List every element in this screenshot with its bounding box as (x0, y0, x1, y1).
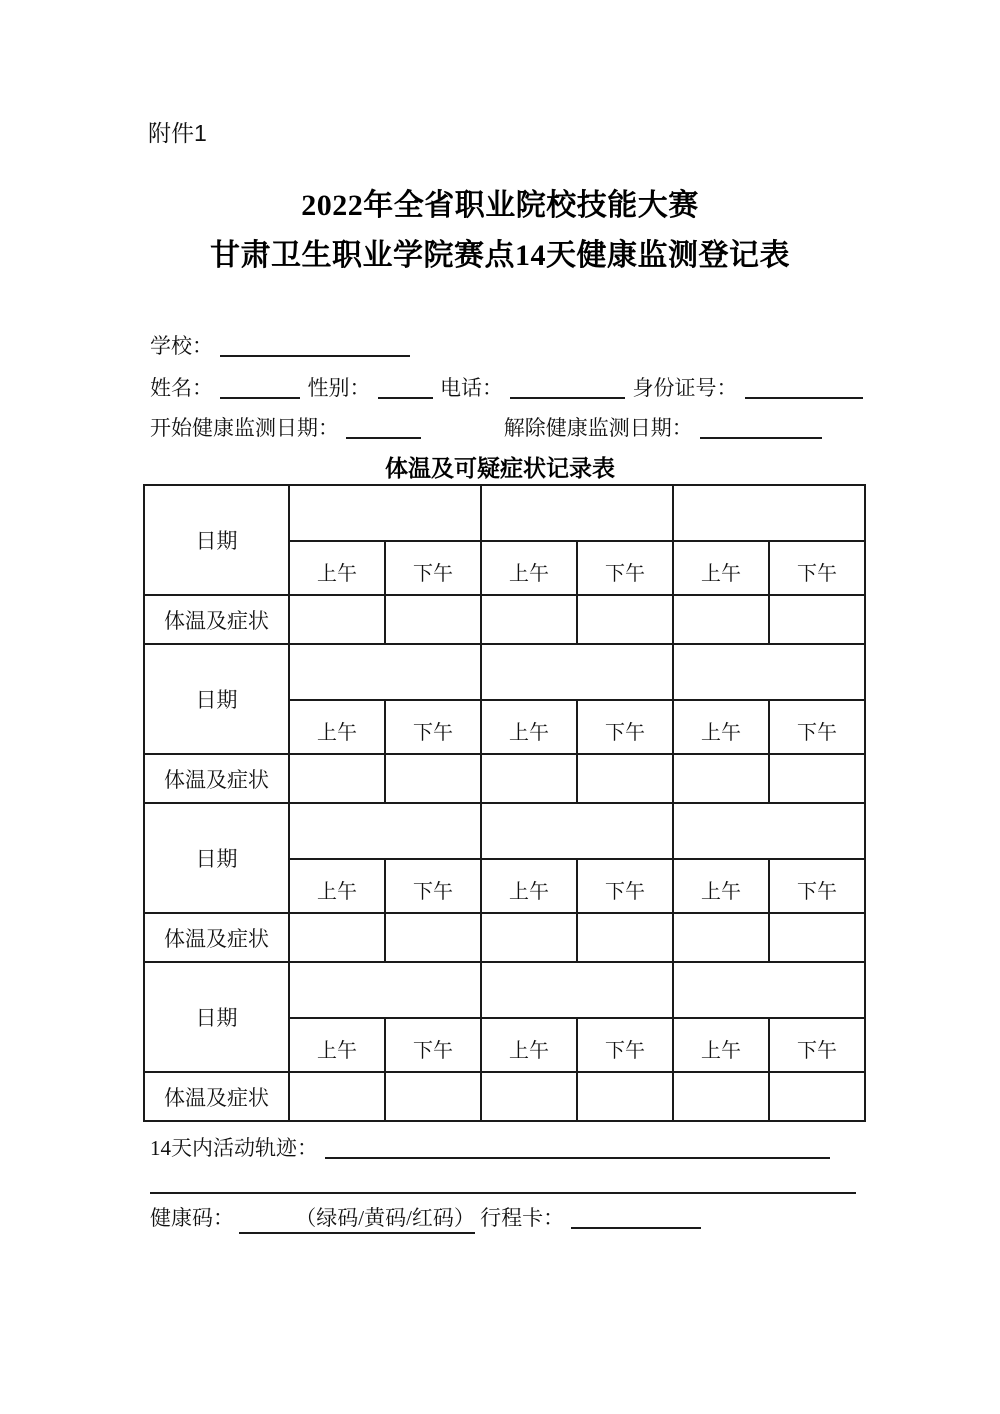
phone-label: 电话： (440, 376, 503, 400)
health-code-underlined (239, 1202, 475, 1234)
phone-blank[interactable] (510, 377, 625, 399)
person-line (150, 372, 865, 402)
track-blank-line-1[interactable] (325, 1137, 830, 1159)
am-label-cell: 上午 (673, 541, 769, 595)
am-label-cell: 上午 (289, 700, 385, 754)
am-label-cell: 上午 (289, 541, 385, 595)
school-line (150, 330, 412, 360)
temp-value-cell[interactable] (577, 595, 673, 644)
pm-label-cell: 下午 (385, 541, 481, 595)
school-blank[interactable] (220, 335, 410, 357)
end-date-label: 解除健康监测日期： (503, 416, 693, 440)
date-value-cell[interactable] (289, 803, 481, 859)
pm-label-cell: 下午 (385, 1018, 481, 1072)
name-blank[interactable] (220, 377, 300, 399)
temp-row-header: 体温及症状 (144, 754, 289, 803)
temp-value-cell[interactable] (289, 1072, 385, 1121)
temp-value-cell[interactable] (673, 595, 769, 644)
pm-label-cell: 下午 (385, 700, 481, 754)
temp-row-header: 体温及症状 (144, 913, 289, 962)
pm-label-cell: 下午 (769, 541, 865, 595)
temp-value-cell[interactable] (769, 1072, 865, 1121)
date-value-cell[interactable] (673, 485, 865, 541)
pm-label-cell: 下午 (577, 859, 673, 913)
name-label: 姓名： (150, 376, 213, 400)
gender-blank[interactable] (378, 377, 433, 399)
id-number-label: 身份证号： (632, 376, 738, 400)
temp-value-cell[interactable] (385, 754, 481, 803)
temp-row-header: 体温及症状 (144, 595, 289, 644)
temp-value-cell[interactable] (577, 754, 673, 803)
start-date-blank[interactable] (346, 417, 421, 439)
am-label-cell: 上午 (481, 1018, 577, 1072)
date-value-cell[interactable] (481, 962, 673, 1018)
pm-label-cell: 下午 (769, 1018, 865, 1072)
temp-value-cell[interactable] (385, 1072, 481, 1121)
am-label-cell: 上午 (289, 859, 385, 913)
attachment-label: 附件1 (148, 120, 207, 146)
id-number-blank[interactable] (745, 377, 863, 399)
gender-label: 性别： (307, 376, 371, 400)
temp-value-cell[interactable] (577, 913, 673, 962)
monitor-dates-line (150, 412, 824, 442)
track-label: 14天内活动轨迹： (150, 1136, 318, 1160)
health-code-options: （绿码/黄码/红码） (295, 1206, 475, 1230)
title-line-1: 2022年全省职业院校技能大赛 (301, 189, 699, 222)
record-table-title: 体温及可疑症状记录表 (385, 456, 615, 481)
date-value-cell[interactable] (673, 962, 865, 1018)
date-row-header: 日期 (144, 485, 289, 595)
temp-value-cell[interactable] (289, 913, 385, 962)
pm-label-cell: 下午 (577, 541, 673, 595)
temp-value-cell[interactable] (769, 754, 865, 803)
temp-value-cell[interactable] (673, 754, 769, 803)
temp-value-cell[interactable] (481, 1072, 577, 1121)
date-value-cell[interactable] (481, 644, 673, 700)
date-row-header: 日期 (144, 644, 289, 754)
temp-value-cell[interactable] (577, 1072, 673, 1121)
pm-label-cell: 下午 (577, 700, 673, 754)
temp-value-cell[interactable] (673, 913, 769, 962)
am-label-cell: 上午 (481, 700, 577, 754)
am-label-cell: 上午 (673, 1018, 769, 1072)
title-line-2: 甘肃卫生职业学院赛点14天健康监测登记表 (210, 239, 790, 272)
am-label-cell: 上午 (673, 859, 769, 913)
temp-value-cell[interactable] (481, 913, 577, 962)
travel-card-blank[interactable] (571, 1207, 701, 1229)
date-value-cell[interactable] (673, 803, 865, 859)
temp-value-cell[interactable] (385, 913, 481, 962)
track-blank-line-2[interactable] (150, 1168, 856, 1194)
am-label-cell: 上午 (481, 859, 577, 913)
date-value-cell[interactable] (289, 644, 481, 700)
date-value-cell[interactable] (481, 803, 673, 859)
date-row-header: 日期 (144, 803, 289, 913)
pm-label-cell: 下午 (769, 859, 865, 913)
am-label-cell: 上午 (481, 541, 577, 595)
temp-value-cell[interactable] (769, 913, 865, 962)
health-code-line (150, 1202, 703, 1234)
pm-label-cell: 下午 (769, 700, 865, 754)
record-table (143, 484, 866, 1122)
date-row-header: 日期 (144, 962, 289, 1072)
pm-label-cell: 下午 (385, 859, 481, 913)
travel-card-label: 行程卡： (480, 1206, 565, 1230)
date-value-cell[interactable] (289, 962, 481, 1018)
track-line (150, 1132, 832, 1162)
school-label: 学校： (150, 334, 213, 358)
am-label-cell: 上午 (673, 700, 769, 754)
temp-value-cell[interactable] (289, 754, 385, 803)
record-table-body (144, 485, 865, 1121)
pm-label-cell: 下午 (577, 1018, 673, 1072)
am-label-cell: 上午 (289, 1018, 385, 1072)
temp-value-cell[interactable] (289, 595, 385, 644)
health-code-label: 健康码： (150, 1206, 234, 1230)
temp-row-header: 体温及症状 (144, 1072, 289, 1121)
temp-value-cell[interactable] (385, 595, 481, 644)
temp-value-cell[interactable] (673, 1072, 769, 1121)
temp-value-cell[interactable] (481, 754, 577, 803)
date-value-cell[interactable] (289, 485, 481, 541)
start-date-label: 开始健康监测日期： (150, 416, 339, 440)
end-date-blank[interactable] (700, 417, 822, 439)
temp-value-cell[interactable] (481, 595, 577, 644)
date-value-cell[interactable] (481, 485, 673, 541)
date-value-cell[interactable] (673, 644, 865, 700)
temp-value-cell[interactable] (769, 595, 865, 644)
